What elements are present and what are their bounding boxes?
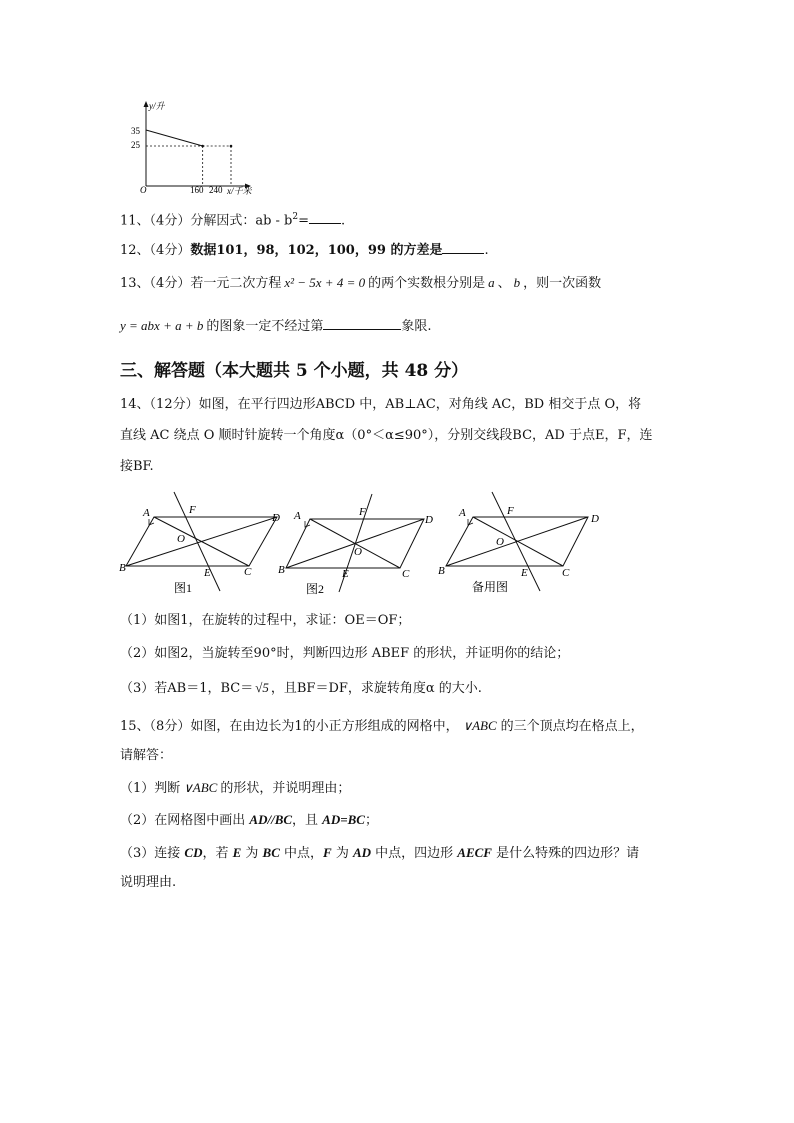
label-E: E xyxy=(342,568,349,580)
figure-1 xyxy=(119,492,280,595)
question-13-line2: y = abx + a + b 的图象一定不经过第 象限. xyxy=(120,318,432,334)
x-tick-240: 240 xyxy=(209,185,223,195)
question-12: 12、（4分）数据101，98，102，100，99 的方差是 . xyxy=(120,243,489,258)
question-15-sub3: （3）连接 CD，若 E 为 BC 中点，F 为 AD 中点，四边形 AECF 是什么特殊的四边形？请 xyxy=(120,845,640,861)
caption-fig2: 图2 xyxy=(306,582,325,596)
label-B: B xyxy=(278,564,285,576)
label-O: O xyxy=(496,536,504,548)
caption-backup: 备用图 xyxy=(472,580,509,594)
label-C: C xyxy=(402,568,410,580)
label-E: E xyxy=(204,567,211,579)
label-F: F xyxy=(359,506,366,518)
question-15-sub1: （1）判断 ∨ABC 的形状，并说明理由； xyxy=(120,780,351,796)
label-C: C xyxy=(562,567,570,579)
fuel-distance-graph xyxy=(126,98,266,198)
y-axis-arrow xyxy=(144,101,149,107)
question-15-line2: 请解答： xyxy=(120,748,173,763)
label-O: O xyxy=(354,546,362,558)
label-A: A xyxy=(294,510,301,522)
figure-backup xyxy=(438,492,599,594)
label-D: D xyxy=(425,514,433,526)
origin-label: O xyxy=(140,185,147,195)
question-14-line2: 直线 AC 绕点 O 顺时针旋转一个角度α（0°＜α≤90°），分别交线段BC，AD 于点E，F，连 xyxy=(120,428,653,443)
label-B: B xyxy=(438,565,445,577)
y-tick-35: 35 xyxy=(131,126,140,136)
label-C: C xyxy=(244,566,252,578)
caption-fig1: 图1 xyxy=(174,581,193,595)
section-heading: 三、解答题（本大题共 5 个小题，共 48 分） xyxy=(120,361,469,381)
x-tick-160: 160 xyxy=(190,185,204,195)
answer-blank[interactable] xyxy=(442,241,484,254)
question-14-sub3: （3）若AB＝1，BC＝ √5 ，且BF＝DF，求旋转角度α 的大小. xyxy=(120,680,482,696)
label-F: F xyxy=(189,504,196,516)
figures-q14 xyxy=(116,488,616,600)
label-O: O xyxy=(177,533,185,545)
answer-blank[interactable] xyxy=(323,317,401,330)
data-point xyxy=(230,145,233,148)
data-point xyxy=(201,145,204,148)
question-15-sub3-line2: 说明理由. xyxy=(120,875,177,890)
question-14-line1: 14、（12分）如图，在平行四边形ABCD 中，AB⊥AC，对角线 AC，BD 相交于点 O，将 xyxy=(120,397,642,412)
label-F: F xyxy=(507,505,514,517)
figure-2 xyxy=(278,494,433,596)
question-14-sub2: （2）如图2，当旋转至90°时，判断四边形 ABEF 的形状，并证明你的结论； xyxy=(120,646,570,661)
question-14-sub1: （1）如图1，在旋转的过程中，求证：OE＝OF； xyxy=(120,613,411,628)
question-15-line1: 15、（8分）如图，在由边长为1的小正方形组成的网格中， ∨ABC 的三个顶点均在格点上， xyxy=(120,718,644,734)
question-13: 13、（4分）若一元二次方程 x² − 5x + 4 = 0 的两个实数根分别是 a 、 b ，则一次函数 xyxy=(120,275,602,291)
label-A: A xyxy=(143,507,150,519)
question-15-sub2: （2）在网格图中画出 AD//BC，且 AD=BC； xyxy=(120,812,378,828)
label-E: E xyxy=(521,567,528,579)
label-B: B xyxy=(119,562,126,574)
y-tick-25: 25 xyxy=(131,140,140,150)
y-axis-label: y/升 xyxy=(149,101,165,111)
label-A: A xyxy=(459,507,466,519)
label-D: D xyxy=(272,512,280,524)
question-11: 11、（4分）分解因式：ab - $b^2=$ . xyxy=(120,212,346,229)
question-14-line3: 接BF. xyxy=(120,459,154,474)
answer-blank[interactable] xyxy=(309,211,341,224)
label-D: D xyxy=(591,513,599,525)
series-line xyxy=(146,130,203,146)
x-axis-label: x/千米 xyxy=(227,186,252,196)
